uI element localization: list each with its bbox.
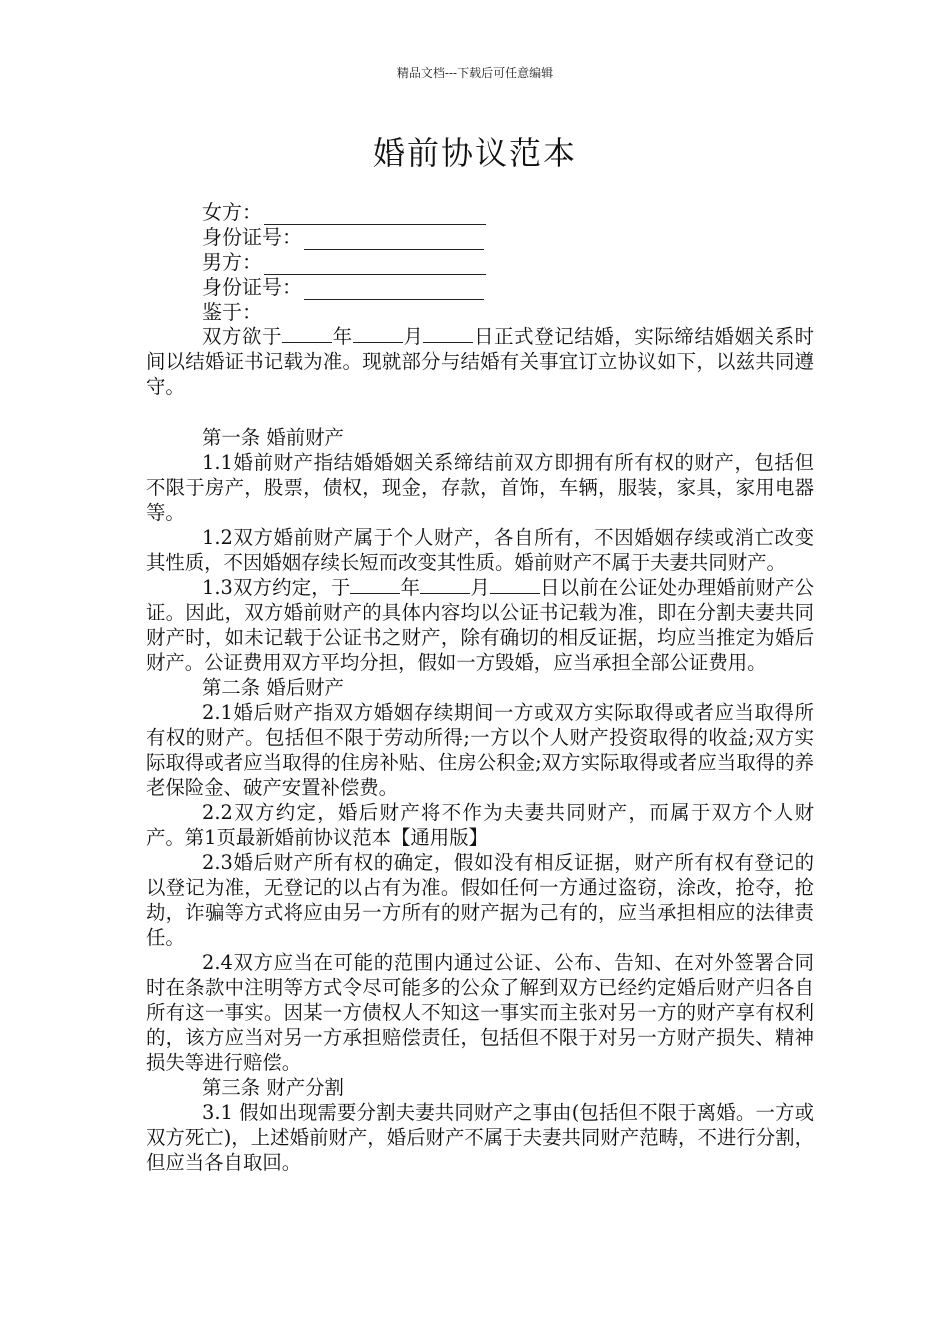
year-label: 年 bbox=[400, 576, 421, 599]
field-label: 男方： bbox=[202, 250, 262, 274]
male-party-field bbox=[202, 250, 802, 275]
male-id-field bbox=[202, 275, 802, 300]
intro-paragraph bbox=[146, 324, 814, 399]
female-party-field bbox=[202, 200, 802, 225]
month-label: 月 bbox=[470, 576, 490, 599]
whereas-label bbox=[202, 300, 802, 325]
blank-year bbox=[282, 324, 332, 343]
header-note: 精品文档---下载后可任意编辑 bbox=[396, 66, 554, 80]
clause-2-3: 2.3婚后财产所有权的确定，假如没有相反证据，财产所有权有登记的以登记为准，无登记的以占有为准。假如任何一方通过盗窃，涂改，抢夺，抢劫，诈骗等方式将应由另一方所有的财产据为己有的，应当承担相应的法律责任。 bbox=[146, 851, 814, 949]
blank-month bbox=[420, 575, 470, 594]
article-2-heading: 第二条 婚后财产 bbox=[202, 676, 344, 699]
article-1-heading: 第一条 婚前财产 bbox=[202, 426, 344, 449]
blank-year bbox=[350, 575, 400, 594]
field-blank-line bbox=[304, 281, 484, 300]
clause-1-3 bbox=[146, 575, 814, 675]
field-label: 身份证号： bbox=[202, 225, 302, 249]
article-3-heading: 第三条 财产分割 bbox=[202, 1076, 344, 1099]
document-title: 婚前协议范本 bbox=[372, 134, 577, 172]
clause-2-4: 2.4双方应当在可能的范围内通过公证、公布、告知、在对外签署合同时在条款中注明等方式令尽可能多的公众了解到双方已经约定婚后财产归各自所有这一事实。因某一方债权人不知这一事实而主张对另一方的财产享有权利的，该方应当对另一方承担赔偿责任，包括但不限于对另一方财产损失、精神损失等进行赔偿。 bbox=[146, 951, 814, 1074]
year-label: 年 bbox=[332, 325, 353, 348]
clause-1-2: 1.2双方婚前财产属于个人财产，各自所有，不因婚姻存续或消亡改变其性质，不因婚姻存续长短而改变其性质。婚前财产不属于夫妻共同财产。 bbox=[146, 526, 814, 574]
blank-month bbox=[353, 324, 403, 343]
month-label: 月 bbox=[402, 325, 424, 348]
party-fields bbox=[202, 200, 802, 325]
field-blank-line bbox=[264, 256, 486, 275]
field-label: 身份证号： bbox=[202, 275, 302, 299]
clause-2-1: 2.1婚后财产指双方婚姻存续期间一方或双方实际取得或者应当取得所有权的财产。包括但不限于劳动所得;一方以个人财产投资取得的收益;双方实际取得或者应当取得的住房补贴、住房公积金;双方实际取得或者应当取得的养老保险金、破产安置补偿费。 bbox=[146, 701, 814, 799]
document-body bbox=[146, 324, 814, 1175]
field-blank-line bbox=[264, 206, 486, 225]
spacer bbox=[146, 399, 814, 425]
blank-day bbox=[423, 324, 473, 343]
field-label: 鉴于： bbox=[202, 300, 262, 324]
clause-3-1: 3.1 假如出现需要分割夫妻共同财产之事由(包括但不限于离婚。一方或双方死亡)，上述婚前财产，婚后财产不属于夫妻共同财产范畴，不进行分割，但应当各自取回。 bbox=[146, 1101, 814, 1174]
clause-2-2: 2.2双方约定，婚后财产将不作为夫妻共同财产，而属于双方个人财产。第1页最新婚前协议范本【通用版】 bbox=[146, 801, 814, 849]
clause-1-1: 1.1婚前财产指结婚婚姻关系缔结前双方即拥有所有权的财产，包括但不限于房产，股票，债权，现金，存款，首饰，车辆，服装，家具，家用电器等。 bbox=[146, 451, 814, 524]
intro-text: 双方欲于 bbox=[202, 325, 283, 348]
blank-day bbox=[490, 575, 540, 594]
clause-text: 1.3双方约定，于 bbox=[202, 576, 351, 599]
field-label: 女方： bbox=[202, 200, 262, 224]
female-id-field bbox=[202, 225, 802, 250]
field-blank-line bbox=[304, 231, 484, 250]
clause-text: 日以前在公证处办理婚前财产公证。因此，双方婚前财产的具体内容均以公证书记载为准，即在分割夫妻共同财产时，如未记载于公证书之财产，除有确切的相反证据，均应当推定为婚后财产。公证费用双方平均分担，假如一方毁婚，应当承担全部公证费用。 bbox=[146, 576, 815, 674]
intro-text: 日正式登记结婚，实际缔结婚姻关系时间以结婚证书记载为准。现就部分与结婚有关事宜订立协议如下，以兹共同遵守。 bbox=[146, 325, 814, 398]
